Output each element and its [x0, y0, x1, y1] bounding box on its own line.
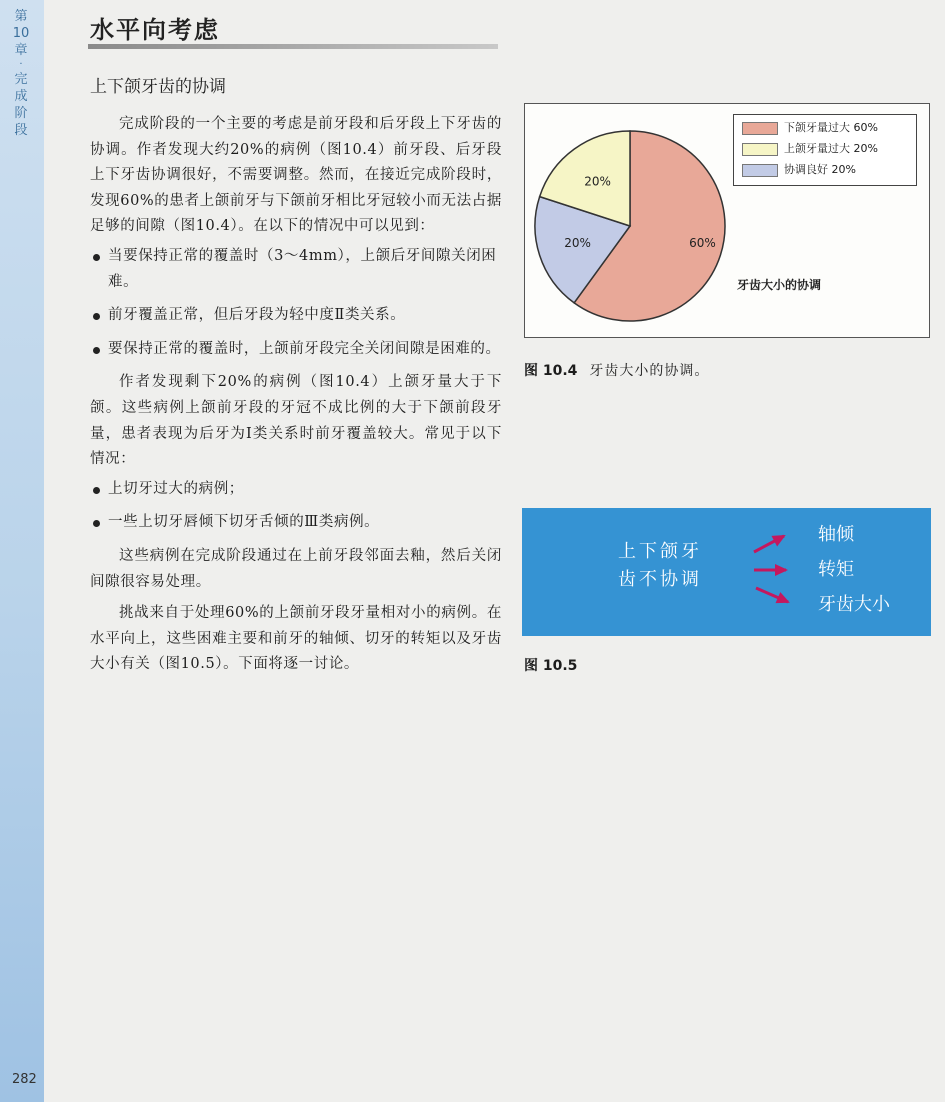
chapter-title-4: 段 [14, 123, 28, 138]
body-text [90, 112, 502, 678]
list-item: 上切牙过大的病例； [90, 477, 502, 503]
list-item: 当要保持正常的覆盖时（3～4mm），上颌后牙间隙关闭困难。 [90, 244, 502, 295]
arrowhead-2 [775, 564, 788, 576]
paragraph-4: 挑战来自于处理60%的上颌前牙段牙量相对小的病例。在水平向上，这些困难主要和前牙的轴倾、切牙的转矩以及牙齿大小有关（图10.5）。下面将逐一讨论。 [90, 605, 502, 673]
page-title: 水平向考虑 [90, 16, 220, 44]
diagram-item-1: 轴倾 [818, 524, 854, 545]
legend-item-1 [742, 121, 878, 135]
diagram-arrows [522, 508, 931, 636]
bullet-list-2 [90, 477, 502, 536]
legend-swatch-2 [742, 143, 778, 156]
legend-swatch-1 [742, 122, 778, 135]
page-number: 282 [12, 1072, 37, 1087]
diagram-item-2: 转矩 [818, 559, 854, 580]
chapter-title-3: 阶 [14, 106, 28, 121]
pie-slice-label: 20% [584, 174, 611, 189]
chapter-tab [6, 8, 36, 139]
chapter-title-2: 成 [14, 89, 28, 104]
diagram-source-line-1: 上下颌牙 [618, 541, 702, 562]
pie-chart-figure [524, 103, 930, 338]
section-heading: 上下颌牙齿的协调 [90, 77, 226, 97]
paragraph-2: 作者发现剩下20%的病例（图10.4）上颌牙量大于下颌。这些病例上颌前牙段的牙冠不成比例的大于下颌前段牙量，患者表现为后牙为Ⅰ类关系时前牙覆盖较大。常见于以下情况： [90, 374, 502, 468]
legend-label-3: 协调良好 20% [784, 163, 856, 176]
chart-legend [733, 114, 917, 186]
chapter-label-3: 章 [14, 43, 28, 58]
list-item: 一些上切牙唇倾下切牙舌倾的Ⅲ类病例。 [90, 510, 502, 536]
title-underline [88, 44, 498, 49]
figure-caption-text: 牙齿大小的协调。 [589, 363, 710, 379]
paragraph-1: 完成阶段的一个主要的考虑是前牙段和后牙段上下牙齿的协调。作者发现大约20%的病例（图10.4）前牙段、后牙段上下牙齿协调很好，不需要调整。然而，在接近完成阶段时，发现60%的患者上颌前牙与下颌前牙相比牙冠较小而无法占据足够的间隙（图10.4）。在以下的情况中可以见到： [90, 116, 502, 235]
chart-title: 牙齿大小的协调 [737, 278, 822, 292]
figure-number: 图 10.4 [524, 363, 578, 379]
legend-item-3 [742, 163, 856, 177]
chapter-label-1: 第 [14, 9, 28, 24]
legend-label-1: 下颌牙量过大 60% [784, 121, 878, 134]
legend-swatch-3 [742, 164, 778, 177]
pie-slice-label: 60% [689, 236, 716, 251]
figure-10-5-caption [524, 655, 589, 675]
figure-10-5-diagram [522, 508, 931, 636]
figure-10-4-caption [524, 360, 709, 380]
chapter-label-2: 10 [12, 26, 30, 41]
diagram-item-3: 牙齿大小 [818, 594, 890, 615]
list-item: 要保持正常的覆盖时，上颌前牙段完全关闭间隙是困难的。 [90, 337, 502, 363]
legend-item-2 [742, 142, 878, 156]
list-item: 前牙覆盖正常，但后牙段为轻中度Ⅱ类关系。 [90, 303, 502, 329]
chapter-title-1: 完 [14, 72, 28, 87]
paragraph-3: 这些病例在完成阶段通过在上前牙段邻面去釉，然后关闭间隙很容易处理。 [90, 547, 502, 590]
legend-label-2: 上颌牙量过大 20% [784, 142, 878, 155]
chapter-sidebar [0, 0, 44, 1102]
bullet-list-1 [90, 244, 502, 362]
diagram-source-line-2: 齿不协调 [618, 569, 702, 590]
chapter-separator: · [19, 59, 23, 70]
figure-number: 图 10.5 [524, 658, 578, 674]
pie-slice-label: 20% [564, 236, 591, 251]
